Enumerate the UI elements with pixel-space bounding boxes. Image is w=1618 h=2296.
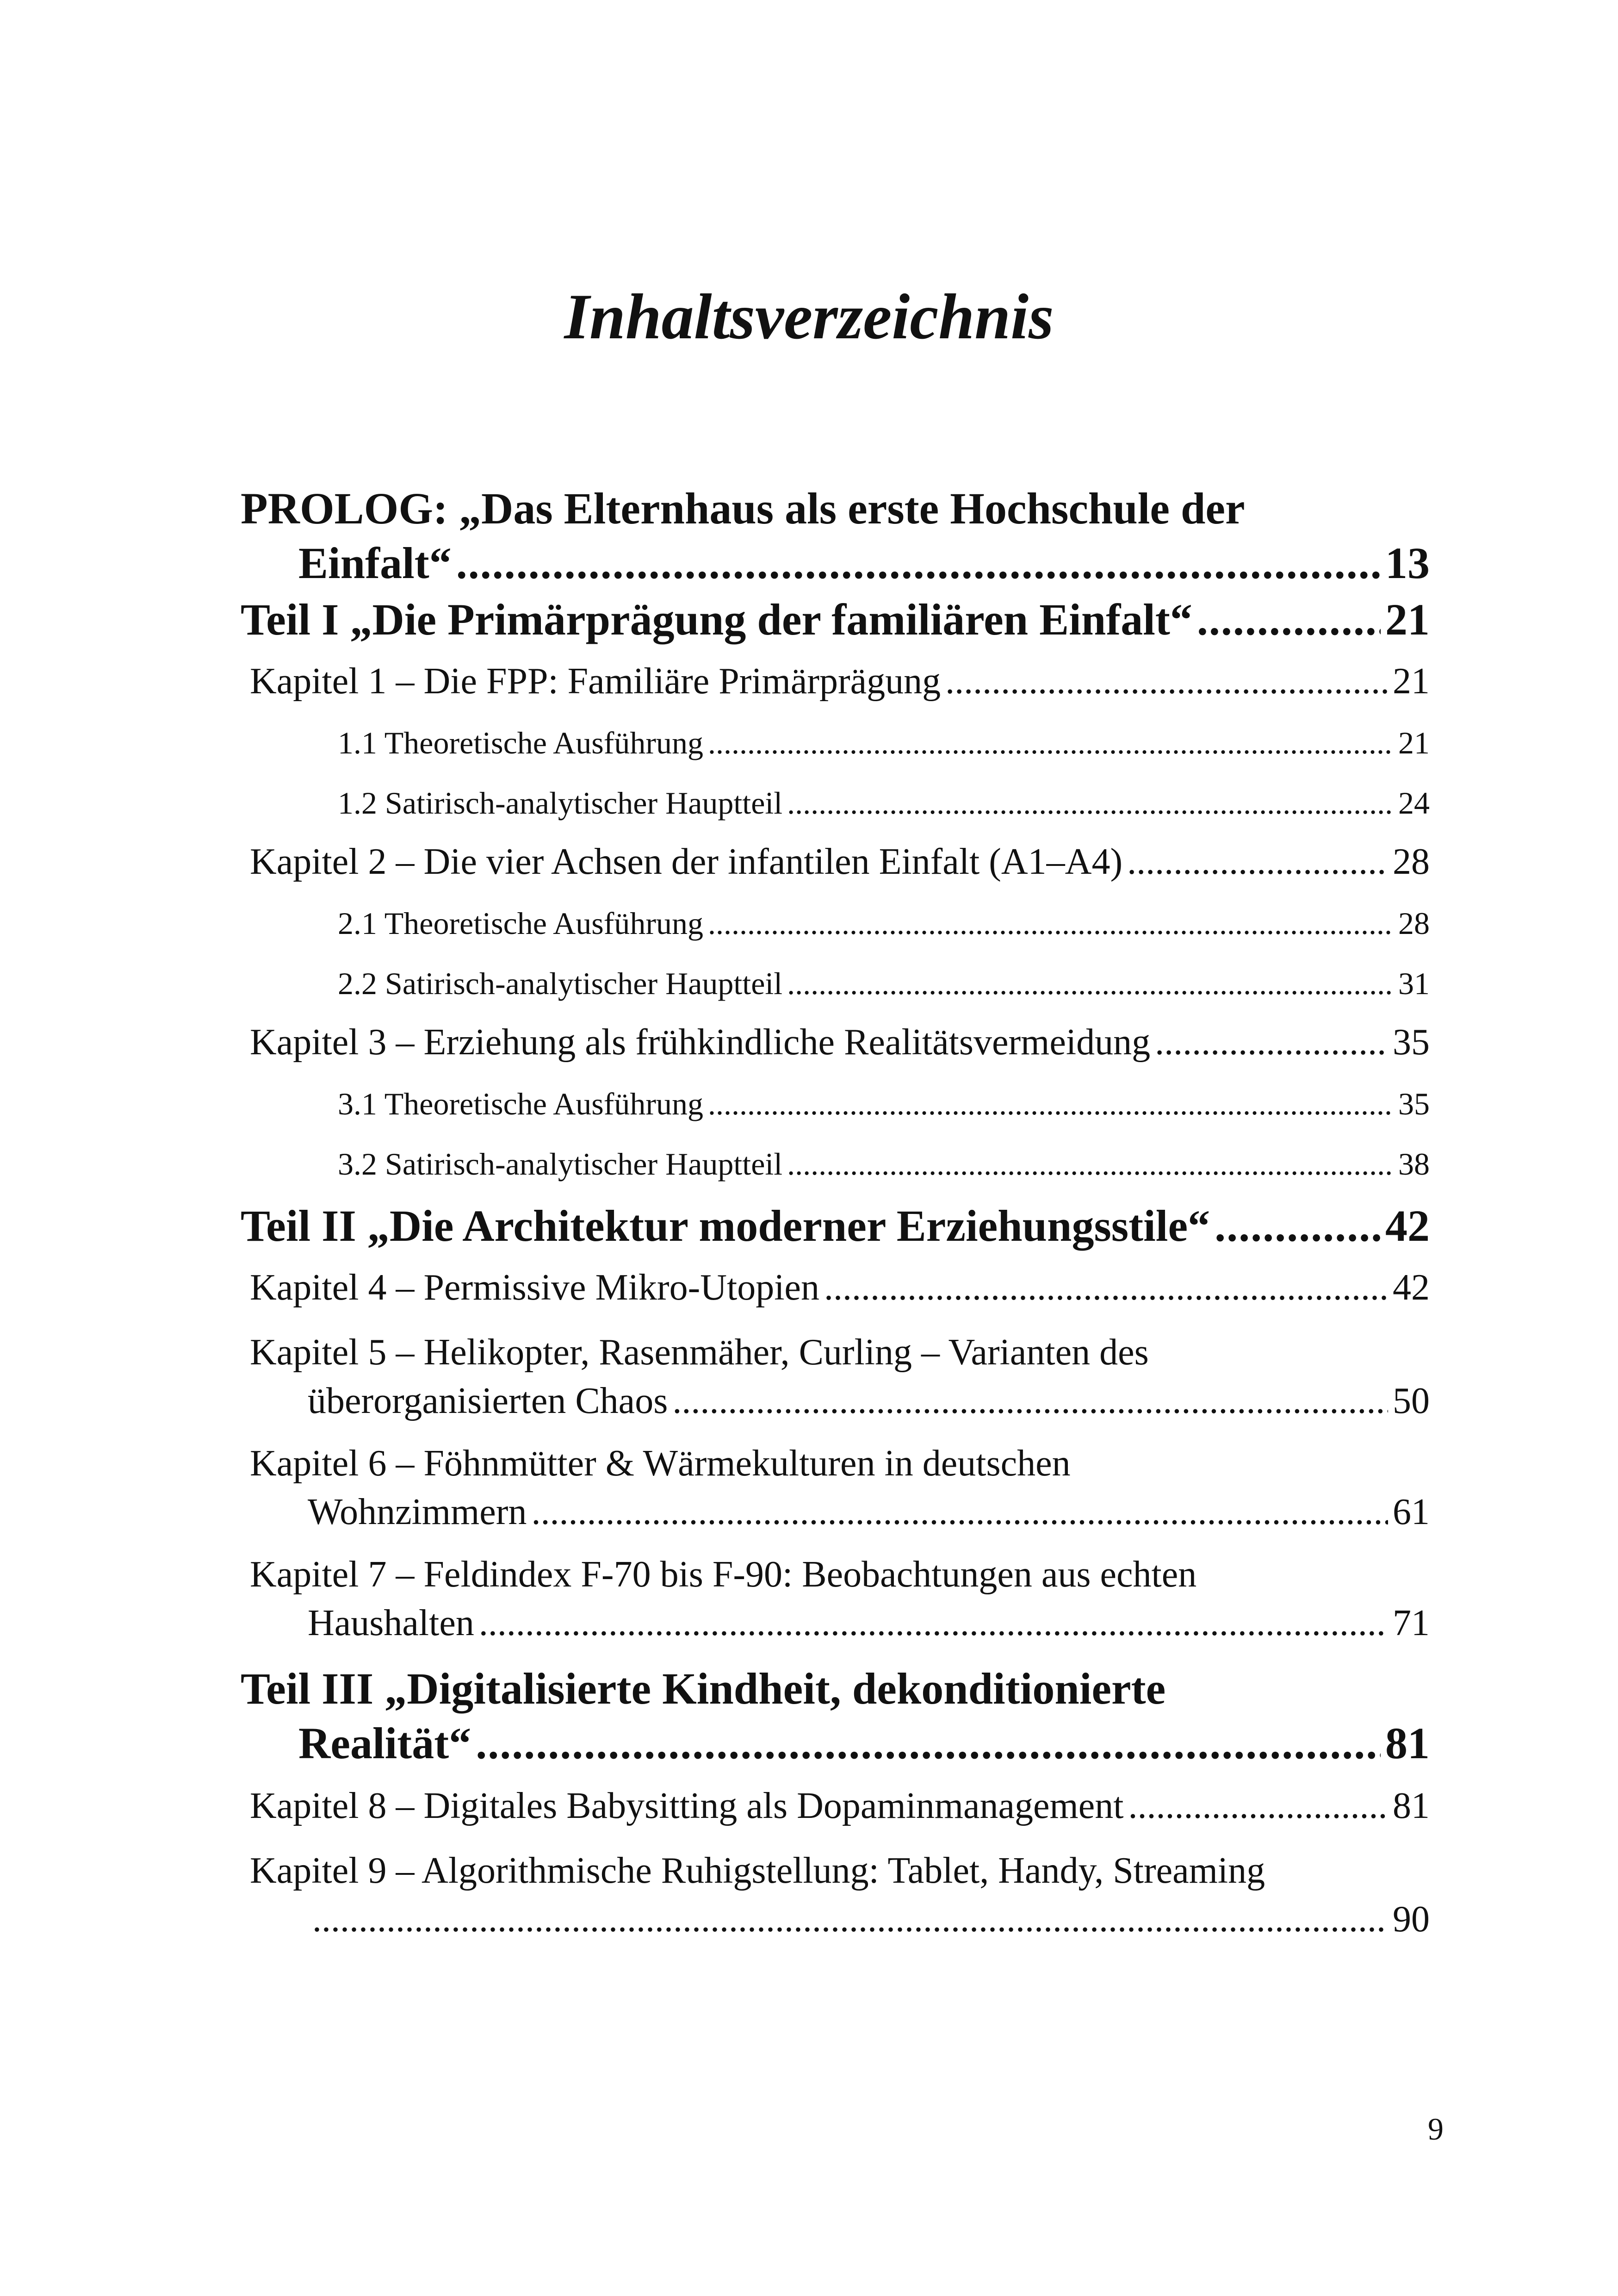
toc-page-number: 28 <box>1393 841 1430 882</box>
toc-entry[interactable] <box>241 782 1430 824</box>
toc-entry-title-continued: Wohnzimmern <box>308 1492 527 1532</box>
toc-page-number: 35 <box>1398 1086 1430 1121</box>
leader-dots <box>476 1716 1381 1771</box>
leader-dots <box>456 536 1381 591</box>
toc-entry-title: Kapitel 9 – Algorithmische Ruhigstellung: Tablet, Handy, Streaming <box>250 1850 1265 1891</box>
leader-dots <box>787 1143 1394 1185</box>
toc-entry[interactable] <box>241 1550 1430 1648</box>
toc-entry-title: Kapitel 2 – Die vier Achsen der infantilen Einfalt (A1–A4) <box>250 841 1123 882</box>
toc-entry[interactable] <box>241 1439 1430 1537</box>
toc-entry[interactable] <box>241 963 1430 1004</box>
toc-entry[interactable] <box>241 1199 1430 1253</box>
toc-entry-title: Kapitel 7 – Feldindex F-70 bis F-90: Beobachtungen aus echten <box>250 1554 1197 1595</box>
leader-dots <box>1128 1782 1388 1830</box>
page-number: 9 <box>1428 2111 1444 2147</box>
toc-entry-title: Kapitel 8 – Digitales Babysitting als Dopaminmanagement <box>250 1786 1124 1826</box>
toc-page-number: 13 <box>1385 538 1430 588</box>
toc-page-number: 42 <box>1393 1267 1430 1308</box>
toc-page-number: 28 <box>1398 906 1430 941</box>
leader-dots <box>787 963 1394 1004</box>
toc-entry-title: 2.2 Satirisch-analytischer Hauptteil <box>338 966 783 1001</box>
toc-page-number: 81 <box>1393 1786 1430 1826</box>
toc-page-number: 21 <box>1398 725 1430 760</box>
toc-entry-title: Teil I „Die Primärprägung der familiären Einfalt“ <box>241 595 1192 644</box>
toc-entry-title: Kapitel 4 – Permissive Mikro-Utopien <box>250 1267 819 1308</box>
leader-dots <box>672 1377 1388 1425</box>
toc-entry[interactable] <box>241 1782 1430 1830</box>
toc-entry-title: 1.2 Satirisch-analytischer Hauptteil <box>338 785 783 821</box>
toc-page-number: 50 <box>1393 1381 1430 1421</box>
toc-entry[interactable] <box>241 481 1430 591</box>
leader-dots <box>1197 592 1381 647</box>
leader-dots <box>708 1083 1394 1125</box>
leader-dots <box>708 722 1394 764</box>
toc-entry[interactable] <box>241 902 1430 944</box>
toc-entry[interactable] <box>241 838 1430 886</box>
toc-entry-title-continued: Haushalten <box>308 1603 474 1643</box>
leader-dots <box>945 657 1388 706</box>
page-title: Inhaltsverzeichnis <box>564 281 1054 353</box>
toc-page-number: 61 <box>1393 1492 1430 1532</box>
toc-entry-title-continued: Realität“ <box>298 1718 471 1768</box>
toc-entry-title: Teil III „Digitalisierte Kindheit, dekonditionierte <box>241 1664 1166 1713</box>
toc-entry-title: Kapitel 3 – Erziehung als frühkindliche Realitätsvermeidung <box>250 1022 1151 1063</box>
leader-dots <box>1215 1199 1381 1253</box>
toc-entry-title: Kapitel 6 – Föhnmütter & Wärmekulturen in deutschen <box>250 1443 1071 1484</box>
toc-page-number: 21 <box>1393 661 1430 702</box>
toc-entry[interactable] <box>241 722 1430 764</box>
toc-page-number: 42 <box>1385 1201 1430 1251</box>
toc-entry[interactable] <box>241 1018 1430 1067</box>
toc-entry-title: PROLOG: „Das Elternhaus als erste Hochschule der <box>241 484 1245 533</box>
leader-dots <box>708 902 1394 944</box>
toc-entry-title: Kapitel 5 – Helikopter, Rasenmäher, Curling – Varianten des <box>250 1332 1149 1373</box>
leader-dots <box>531 1488 1388 1537</box>
toc-entry[interactable] <box>241 1328 1430 1425</box>
toc-entry-title-continued: überorganisierten Chaos <box>308 1381 668 1421</box>
toc-page-number: 90 <box>1393 1899 1430 1940</box>
toc-page-number: 38 <box>1398 1146 1430 1182</box>
toc-entry[interactable] <box>241 657 1430 706</box>
toc-entry-title: Kapitel 1 – Die FPP: Familiäre Primärprägung <box>250 661 941 702</box>
toc-entry-title: Teil II „Die Architektur moderner Erziehungsstile“ <box>241 1201 1210 1251</box>
toc-entry[interactable] <box>241 592 1430 647</box>
leader-dots <box>479 1599 1388 1648</box>
leader-dots <box>312 1895 1388 1944</box>
leader-dots <box>824 1263 1388 1312</box>
leader-dots <box>1127 838 1388 886</box>
toc-entry-title-continued: Einfalt“ <box>298 538 452 588</box>
toc-entry-title: 3.1 Theoretische Ausführung <box>338 1086 704 1121</box>
toc-entry-title: 1.1 Theoretische Ausführung <box>338 725 704 760</box>
toc-page-number: 31 <box>1398 966 1430 1001</box>
toc-page-number: 71 <box>1393 1603 1430 1643</box>
leader-dots <box>1155 1018 1388 1067</box>
toc-page-number: 35 <box>1393 1022 1430 1063</box>
toc-entry[interactable] <box>241 1143 1430 1185</box>
toc-page-number: 21 <box>1385 595 1430 644</box>
toc-entry[interactable] <box>241 1661 1430 1771</box>
leader-dots <box>787 782 1394 824</box>
toc-entry[interactable] <box>241 1847 1430 1944</box>
toc-entry[interactable] <box>241 1263 1430 1312</box>
toc-entry-title: 2.1 Theoretische Ausführung <box>338 906 704 941</box>
toc-page-number: 81 <box>1385 1718 1430 1768</box>
toc-page-number: 24 <box>1398 785 1430 821</box>
toc-entry-title: 3.2 Satirisch-analytischer Hauptteil <box>338 1146 783 1182</box>
toc-entry[interactable] <box>241 1083 1430 1125</box>
